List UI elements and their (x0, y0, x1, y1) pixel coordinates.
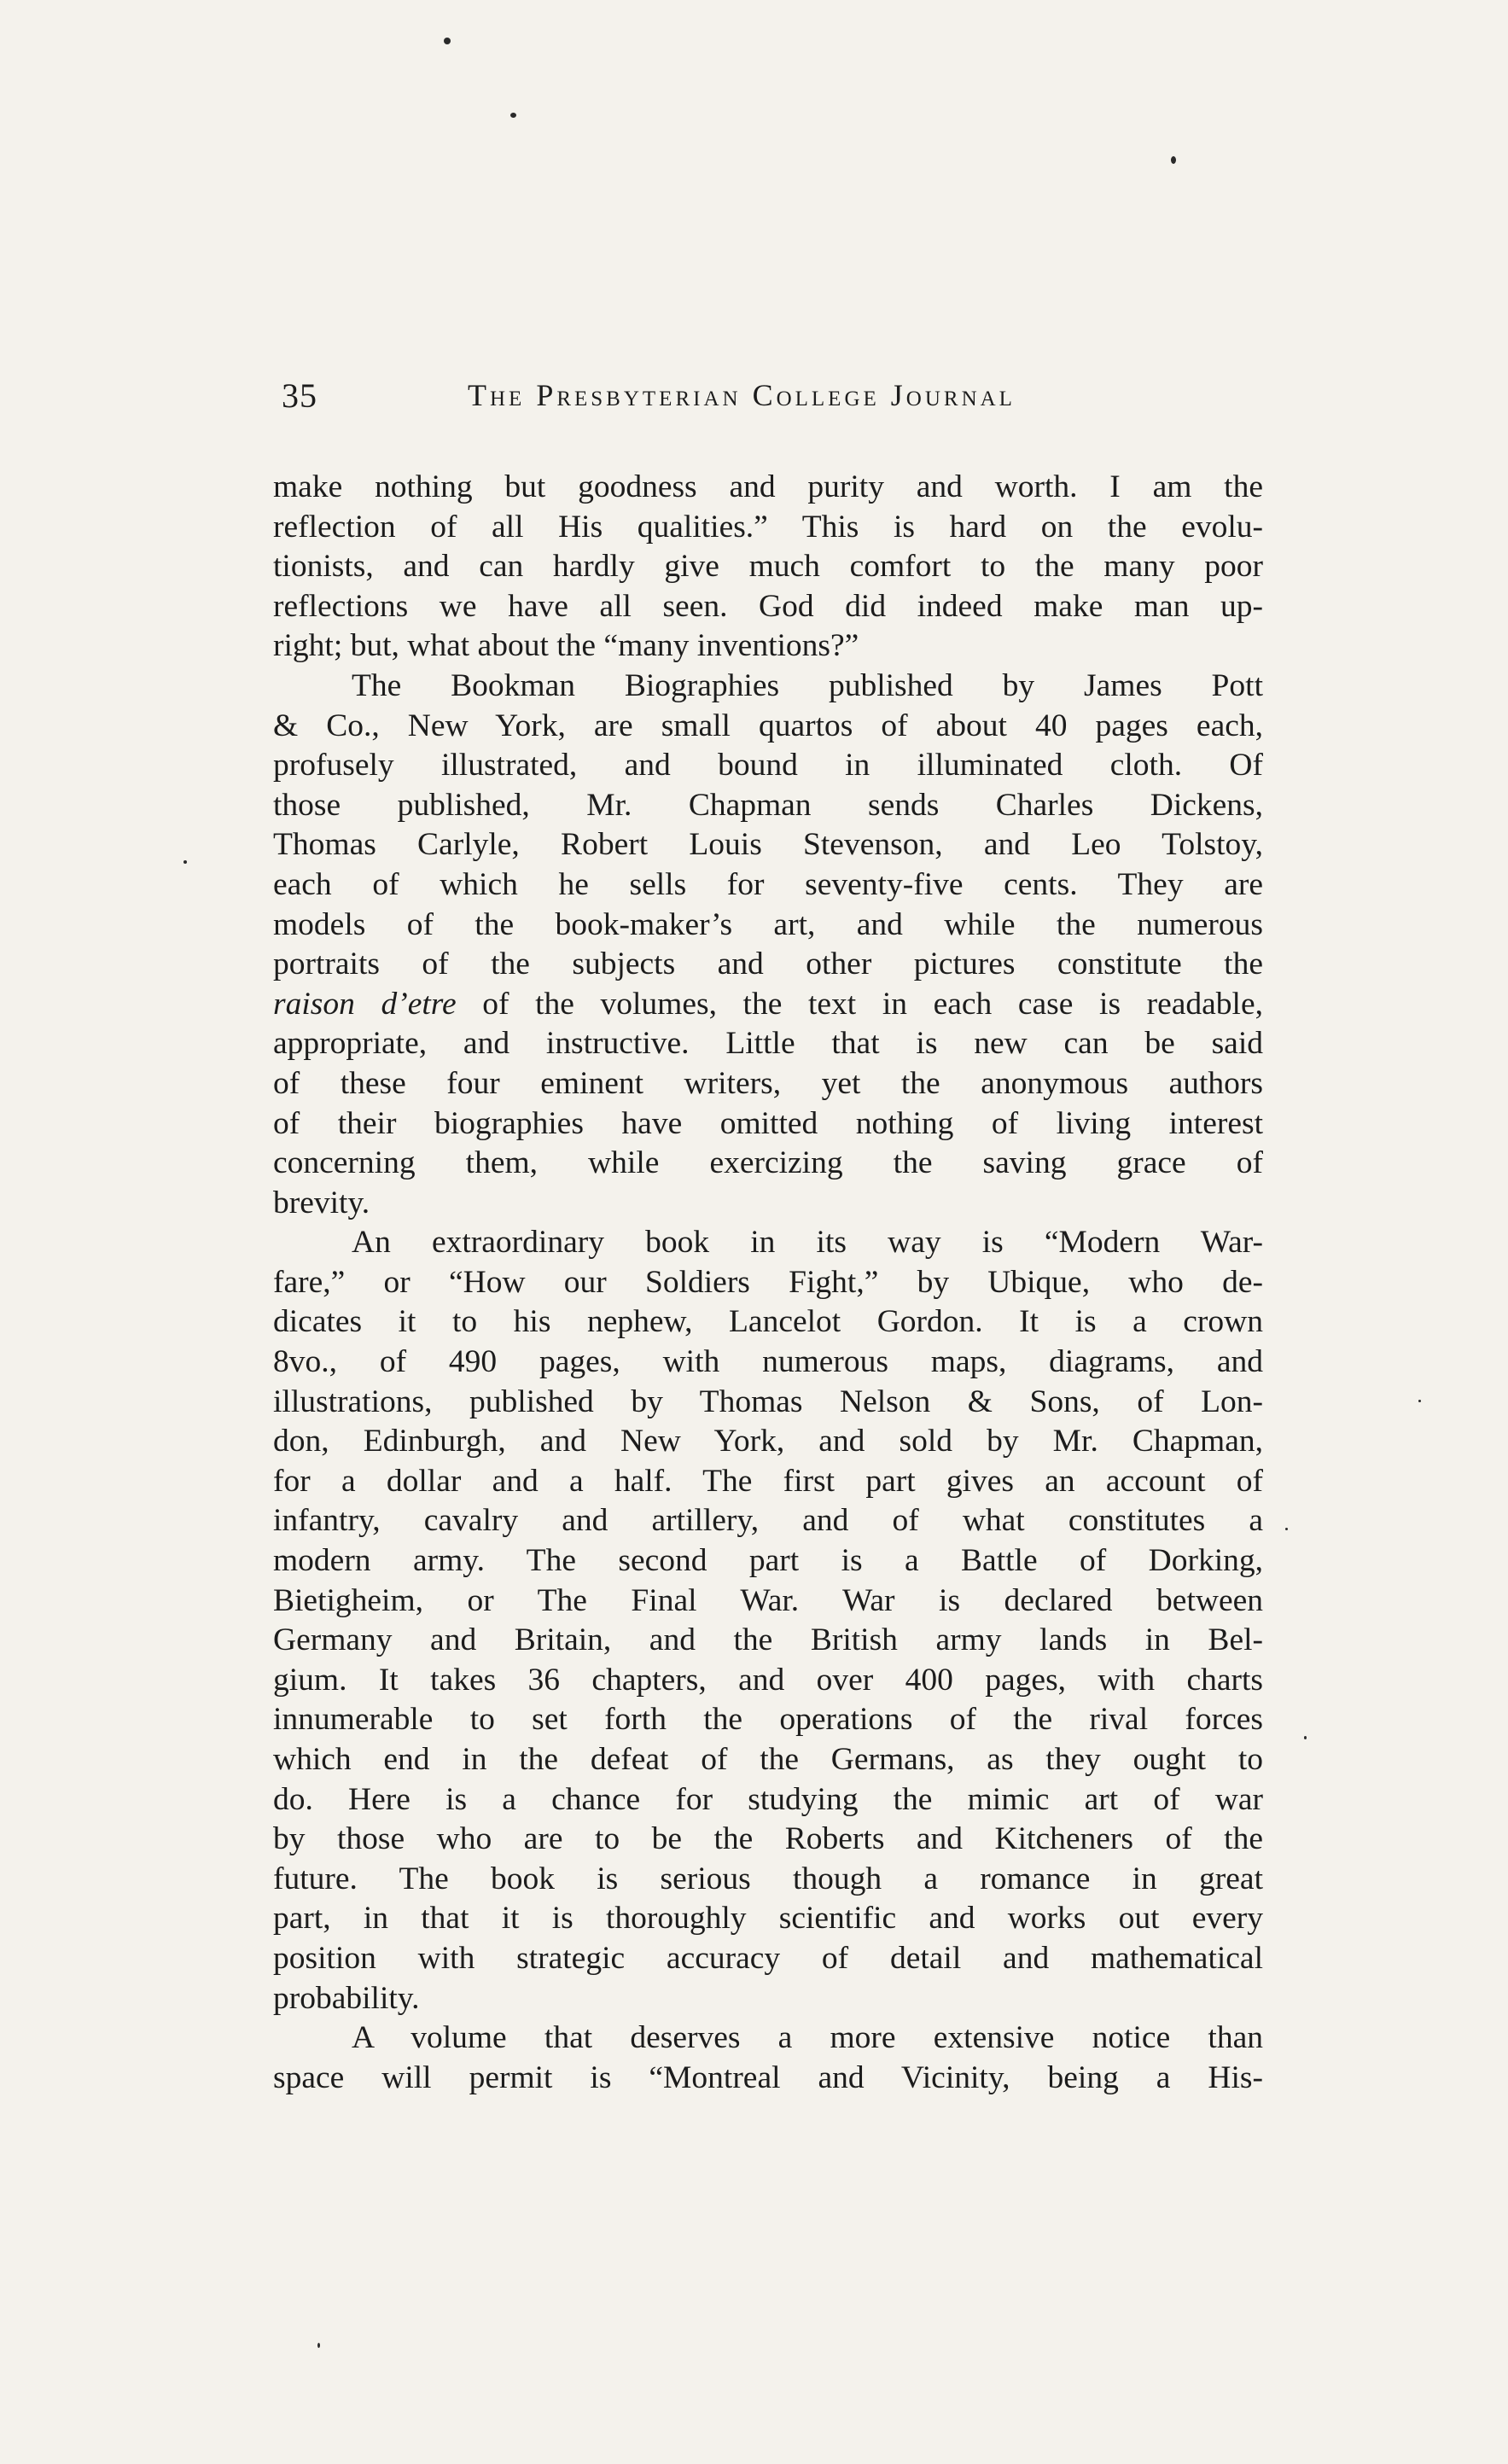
text-line: & Co., New York, are small quartos of about 40 pages each, (273, 708, 1263, 743)
scan-speck (510, 113, 516, 118)
article-text (273, 468, 1263, 2098)
text-line: dicates it to his nephew, Lancelot Gordon. It is a crown (273, 1304, 1263, 1340)
text-line: gium. It takes 36 chapters, and over 400 pages, with charts (273, 1662, 1263, 1698)
text-line: each of which he sells for seventy-five cents. They are (273, 866, 1263, 902)
running-title: The Presbyterian College Journal (468, 378, 1016, 412)
text-line: 8vo., of 490 pages, with numerous maps, diagrams, and (273, 1344, 1263, 1380)
scan-speck (1304, 1736, 1307, 1739)
text-line: part, in that it is thoroughly scientific and works out every (273, 1901, 1263, 1937)
text-line: models of the book-maker’s art, and while the numerous (273, 906, 1263, 942)
text-line: concerning them, while exercizing the saving grace of (273, 1145, 1263, 1181)
text-line: those published, Mr. Chapman sends Charles Dickens, (273, 787, 1263, 823)
text-line: infantry, cavalry and artillery, and of what constitutes a (273, 1503, 1263, 1539)
text-line: position with strategic accuracy of detail and mathematical (273, 1940, 1263, 1976)
scan-speck (1285, 1528, 1288, 1530)
scan-speck (183, 860, 187, 864)
text-line: for a dollar and a half. The first part gives an account of (273, 1463, 1263, 1499)
text-line: appropriate, and instructive. Little that is new can be said (273, 1026, 1263, 1062)
text-line: An extraordinary book in its way is “Modern War- (352, 1225, 1263, 1261)
text-line: probability. (273, 1980, 420, 2016)
scan-speck (1171, 156, 1176, 164)
text-line: do. Here is a chance for studying the mimic art of war (273, 1781, 1263, 1817)
text-line: tionists, and can hardly give much comfort to the many poor (273, 549, 1263, 585)
text-line: make nothing but goodness and purity and worth. I am the (273, 469, 1263, 504)
scan-speck (444, 38, 451, 44)
text-line: reflection of all His qualities.” This is hard on the evolu- (273, 509, 1263, 545)
scan-speck (317, 2343, 320, 2348)
text-line: A volume that deserves a more extensive notice than (352, 2020, 1263, 2056)
text-line: innumerable to set forth the operations of the rival forces (273, 1702, 1263, 1738)
text-line: Germany and Britain, and the British army lands in Bel- (273, 1622, 1263, 1658)
text-line: by those who are to be the Roberts and Kitcheners of the (273, 1821, 1263, 1857)
text-line (273, 985, 1263, 1025)
text-line: fare,” or “How our Soldiers Fight,” by Ubique, who de- (273, 1264, 1263, 1300)
scan-speck (1418, 1400, 1421, 1402)
text-line: reflections we have all seen. God did indeed make man up- (273, 588, 1263, 624)
italic-phrase: raison d’etre (273, 986, 457, 1022)
text-line: modern army. The second part is a Battle of Dorking, (273, 1543, 1263, 1579)
running-header (282, 376, 1152, 427)
text-line: space will permit is “Montreal and Vicinity, being a His- (273, 2059, 1263, 2095)
text-line: portraits of the subjects and other pictures constitute the (273, 947, 1263, 982)
text-line: Thomas Carlyle, Robert Louis Stevenson, and Leo Tolstoy, (273, 827, 1263, 863)
text-line: don, Edinburgh, and New York, and sold by Mr. Chapman, (273, 1424, 1263, 1459)
text-line-rest: of the volumes, the text in each case is readable, (456, 986, 1263, 1022)
text-line: The Bookman Biographies published by James Pott (352, 667, 1263, 703)
text-line: of these four eminent writers, yet the anonymous authors (273, 1065, 1263, 1101)
text-line: brevity. (273, 1185, 370, 1220)
page-number: 35 (282, 376, 317, 415)
text-line: Bietigheim, or The Final War. War is declared between (273, 1582, 1263, 1618)
text-line: right; but, what about the “many inventions?” (273, 628, 859, 664)
text-line: of their biographies have omitted nothing of living interest (273, 1105, 1263, 1141)
text-line: which end in the defeat of the Germans, as they ought to (273, 1742, 1263, 1777)
text-line: future. The book is serious though a romance in great (273, 1861, 1263, 1896)
text-line: profusely illustrated, and bound in illuminated cloth. Of (273, 748, 1263, 783)
text-line: illustrations, published by Thomas Nelson & Sons, of Lon- (273, 1383, 1263, 1419)
